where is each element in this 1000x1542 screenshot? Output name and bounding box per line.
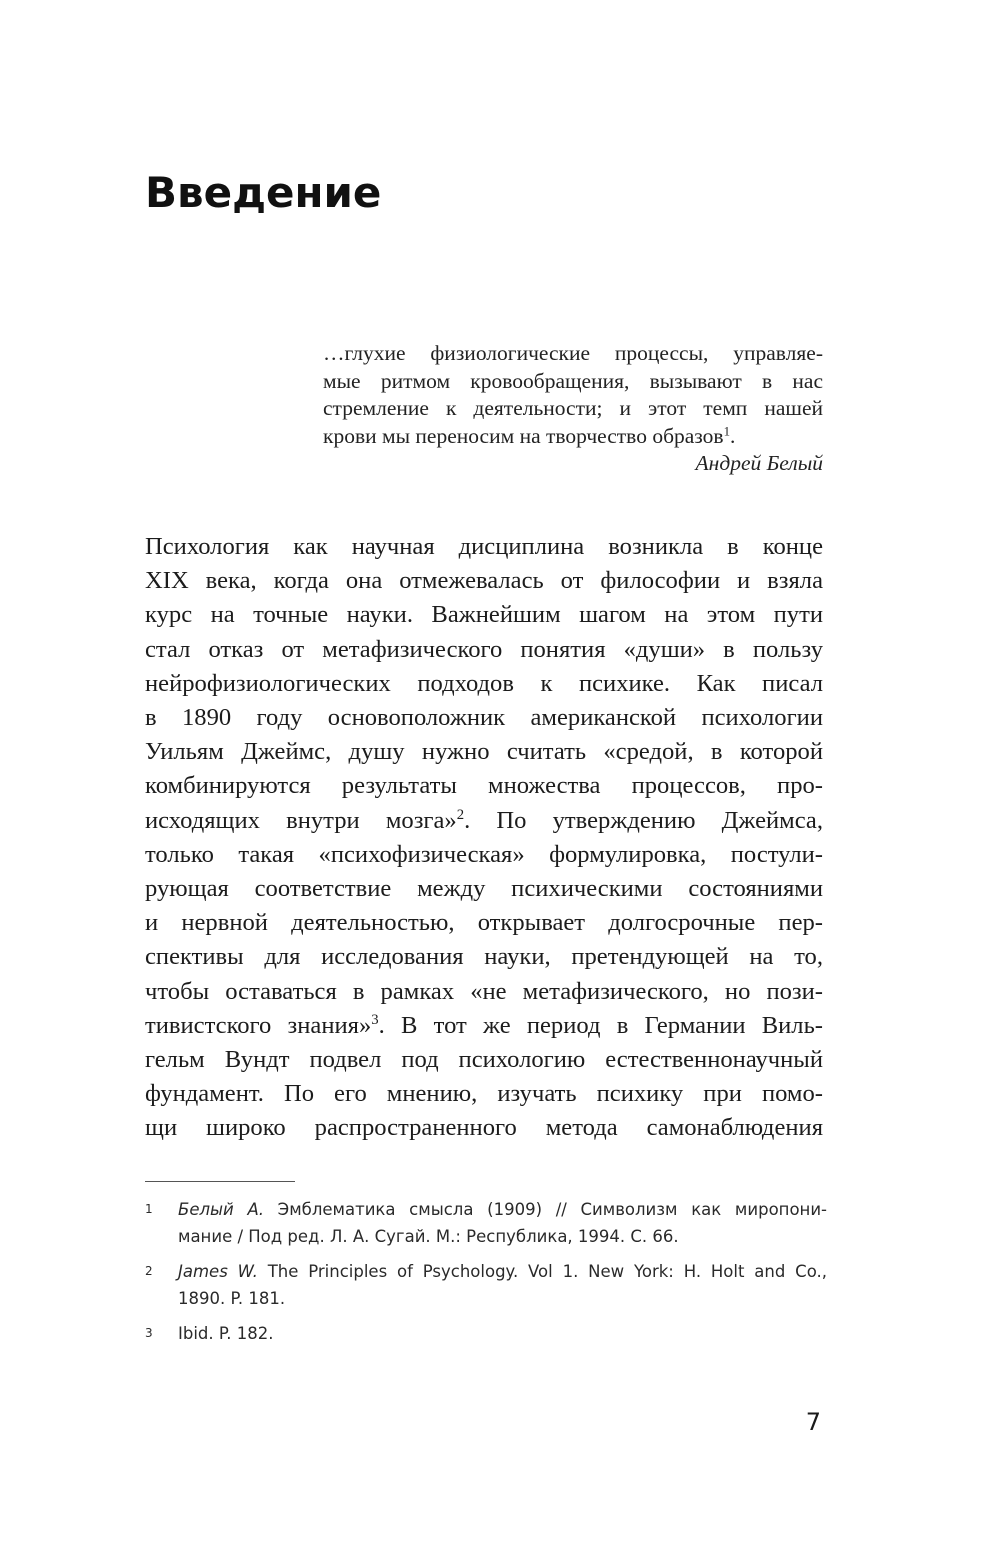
- body-line: в 1890 году основоположник американской психологии: [145, 704, 823, 732]
- page-number: 7: [805, 1408, 821, 1436]
- body-line: спективы для исследования науки, претендующей на то,: [145, 943, 823, 971]
- body-line: рующая соответствие между психическими состояниями: [145, 875, 823, 903]
- body-line-tail: . В тот же период в Германии Виль-: [378, 1011, 823, 1039]
- body-line: [145, 804, 823, 838]
- footnote-item: [145, 1258, 827, 1312]
- epigraph-line: …глухие физиологические процессы, управляе-: [323, 341, 823, 365]
- body-line: нейрофизиологических подходов к психике. Как писал: [145, 669, 823, 697]
- body-line: Психология как научная дисциплина возникла в конце: [145, 533, 823, 560]
- footnote-item: [145, 1320, 827, 1347]
- footnote-line: Ibid. P. 182.: [178, 1324, 274, 1343]
- epigraph-line: [323, 423, 823, 451]
- epigraph-line-text: крови мы переносим на творчество образов: [323, 423, 724, 448]
- footnote-number: 3: [145, 1326, 153, 1340]
- footnote-line: [178, 1258, 827, 1285]
- body-line: курс на точные науки. Важнейшим шагом на этом пути: [145, 601, 823, 629]
- body-line: стал отказ от метафизического понятия «души» в пользу: [145, 635, 823, 663]
- footnote-divider: [145, 1181, 295, 1182]
- footnotes: [145, 1196, 827, 1355]
- footnote-number: 1: [145, 1202, 153, 1216]
- body-line: чтобы оставаться в рамках «не метафизического, но пози-: [145, 977, 823, 1005]
- body-line-tail: . По утверждению Джеймса,: [464, 806, 823, 834]
- body-line: только такая «психофизическая» формулировка, постули-: [145, 840, 823, 868]
- footnote-ref: 3: [371, 1012, 379, 1028]
- footnote-ref: 2: [456, 806, 465, 823]
- footnote-number: 2: [145, 1264, 153, 1278]
- footnote-author: James W.: [178, 1262, 258, 1281]
- epigraph-line: мые ритмом кровообращения, вызывают в нас: [323, 368, 823, 393]
- footnote-ref: 1: [723, 423, 731, 438]
- epigraph-line: стремление к деятельности; и этот темп нашей: [323, 396, 823, 420]
- body-line: щи широко распространенного метода самонаблюдения: [145, 1114, 823, 1142]
- footnote-line: мание / Под ред. Л. А. Сугай. М.: Республика, 1994. С. 66.: [178, 1227, 679, 1246]
- chapter-title: Введение: [145, 168, 382, 217]
- body-line: гельм Вундт подвел под психологию естественнонаучный: [145, 1046, 823, 1074]
- body-line: и нервной деятельностью, открывает долгосрочные пер-: [145, 909, 823, 937]
- epigraph-end-punct: .: [730, 423, 736, 448]
- epigraph: [323, 340, 823, 478]
- body-line: фундамент. По его мнению, изучать психику при помо-: [145, 1080, 823, 1108]
- footnote-text: Эмблематика смысла (1909) // Символизм как миропони-: [264, 1200, 828, 1219]
- body-line-text: тивистского знания»: [145, 1011, 372, 1039]
- footnote-item: [145, 1196, 827, 1250]
- body-line: [145, 1009, 823, 1043]
- body-text: [145, 530, 823, 1146]
- body-line: XIX века, когда она отмежевалась от философии и взяла: [145, 567, 823, 595]
- body-line-text: исходящих внутри мозга»: [145, 806, 457, 834]
- body-line: Уильям Джеймс, душу нужно считать «средой, в которой: [145, 738, 823, 766]
- footnote-line: 1890. P. 181.: [178, 1289, 286, 1308]
- body-line: комбинируются результаты множества процессов, про-: [145, 772, 823, 800]
- footnote-line: [178, 1196, 827, 1223]
- footnote-text: The Principles of Psychology. Vol 1. New York: H. Holt and Co.,: [257, 1262, 827, 1281]
- footnote-author: Белый А.: [178, 1200, 264, 1219]
- epigraph-author: Андрей Белый: [695, 451, 823, 475]
